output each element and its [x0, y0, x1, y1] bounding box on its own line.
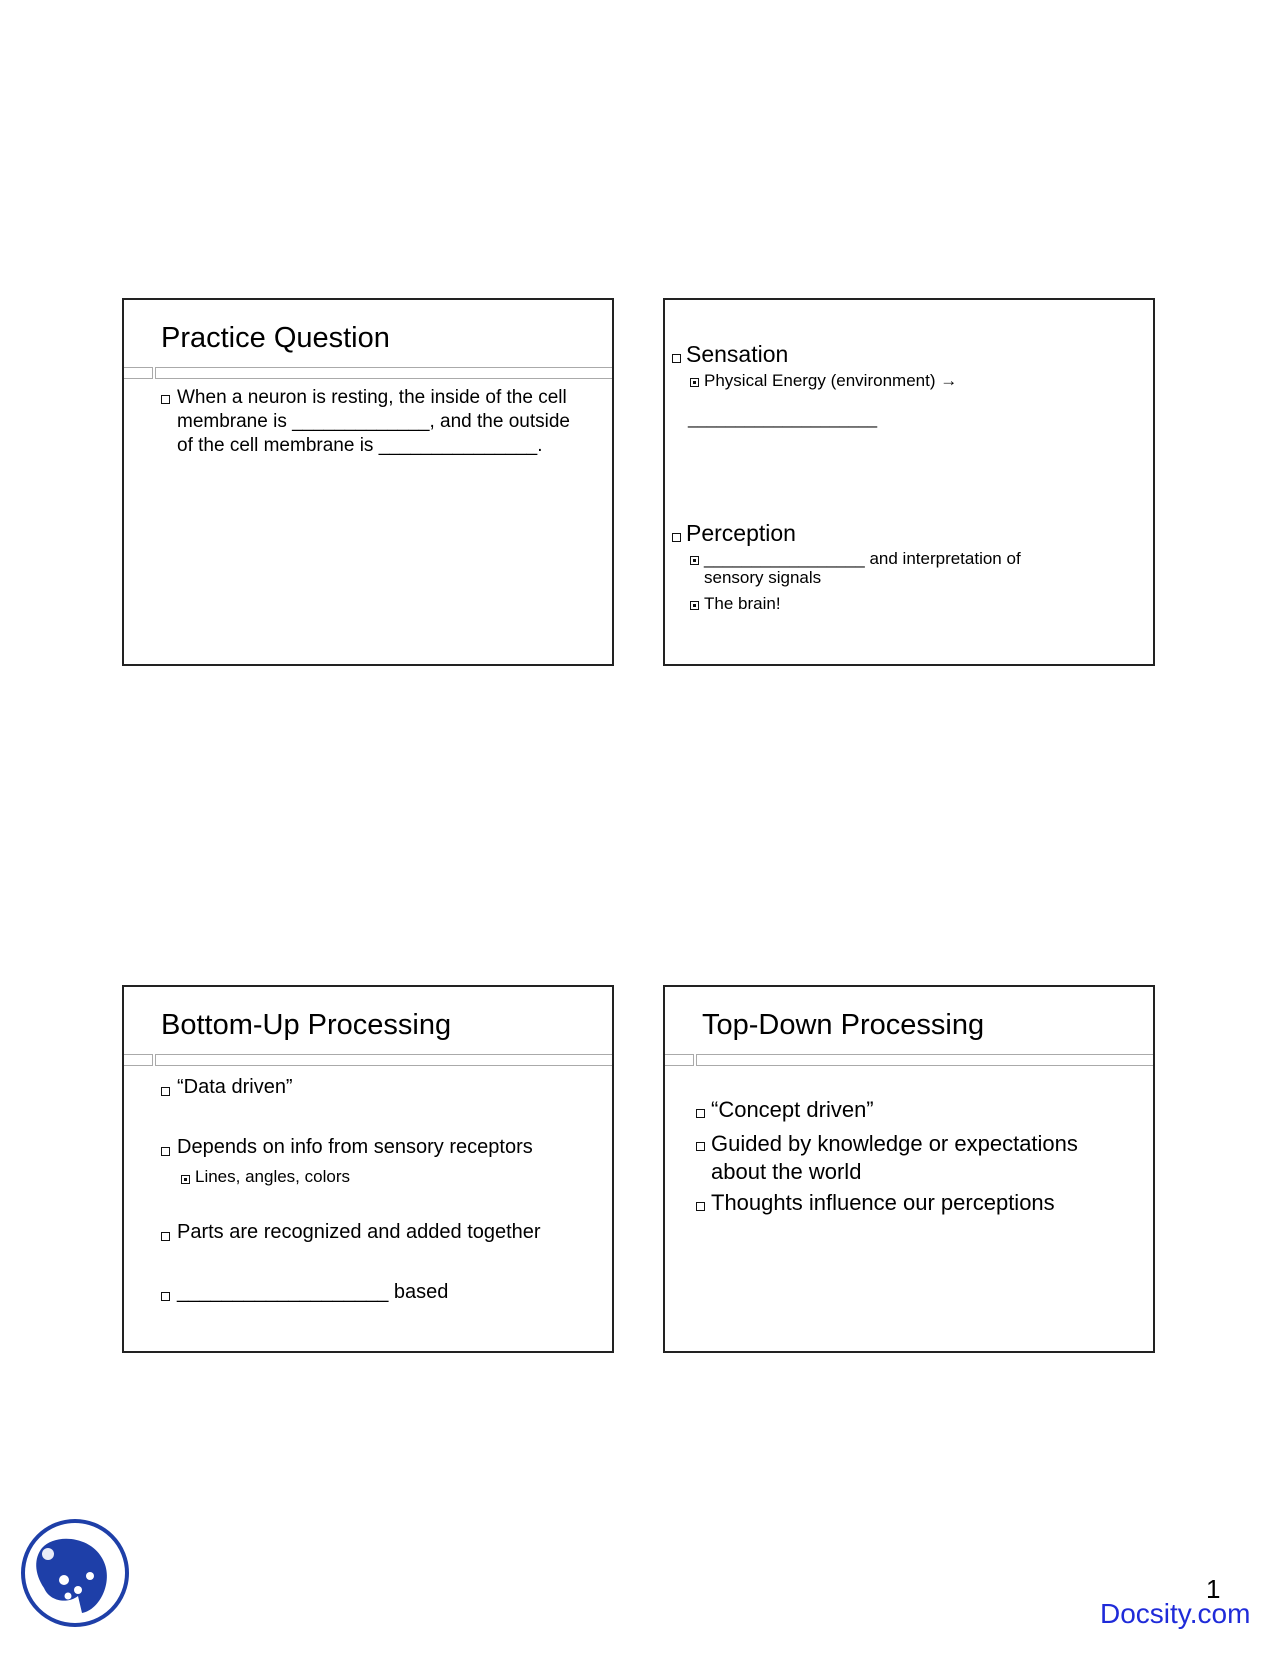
page-number: 1 [1206, 1574, 1221, 1604]
square-bullet-icon [696, 1109, 705, 1118]
title-divider [124, 367, 612, 379]
bullet-guided: Guided by knowledge or expectations about the world [711, 1131, 1078, 1184]
docsity-logo-icon [20, 1518, 130, 1628]
square-bullet-icon [696, 1142, 705, 1151]
bullet-thoughts: Thoughts influence our perceptions [711, 1190, 1055, 1215]
square-bullet-icon [672, 533, 681, 542]
slide-title: Practice Question [161, 322, 390, 354]
square-bullet-icon [672, 354, 681, 363]
bullet-based: ___________________ based [177, 1281, 449, 1303]
slide-title: Top-Down Processing [702, 1009, 985, 1041]
slide-sensation-perception [663, 298, 1155, 666]
square-bullet-icon [696, 1202, 705, 1211]
square-bullet-icon [161, 1147, 170, 1156]
bullet-parts: Parts are recognized and added together [177, 1221, 541, 1243]
blank-line: ____________________ [688, 409, 878, 428]
sub-bullet-interpretation: _________________ and interpretation of sensory signals [704, 549, 1021, 587]
sub-bullet-brain: The brain! [704, 594, 781, 613]
slide-practice-question [122, 298, 614, 666]
bullet-perception: Perception [686, 520, 796, 546]
slide-bottom-up [122, 985, 614, 1353]
filled-square-bullet-icon [690, 378, 699, 387]
bullet-concept-driven: “Concept driven” [711, 1097, 874, 1122]
brand-link[interactable]: Docsity.com [1100, 1598, 1251, 1629]
square-bullet-icon [161, 1232, 170, 1241]
square-bullet-icon [161, 1087, 170, 1096]
title-divider [665, 1054, 1153, 1066]
filled-square-bullet-icon [690, 601, 699, 610]
slide-top-down [663, 985, 1155, 1353]
bullet-sensation: Sensation [686, 341, 789, 367]
bullet-data-driven: “Data driven” [177, 1076, 293, 1098]
square-bullet-icon [161, 1292, 170, 1301]
sub-bullet-lines: Lines, angles, colors [195, 1167, 350, 1186]
bullet-text: When a neuron is resting, the inside of the cell membrane is _____________, and the outside of the cell membrane is _______________. [177, 387, 570, 456]
sub-bullet-physical-energy: Physical Energy (environment) → [704, 371, 958, 390]
filled-square-bullet-icon [690, 556, 699, 565]
slide-title: Bottom-Up Processing [161, 1009, 452, 1041]
bullet-sensory-receptors: Depends on info from sensory receptors [177, 1136, 533, 1158]
filled-square-bullet-icon [181, 1175, 190, 1184]
title-divider [124, 1054, 612, 1066]
square-bullet-icon [161, 395, 170, 404]
